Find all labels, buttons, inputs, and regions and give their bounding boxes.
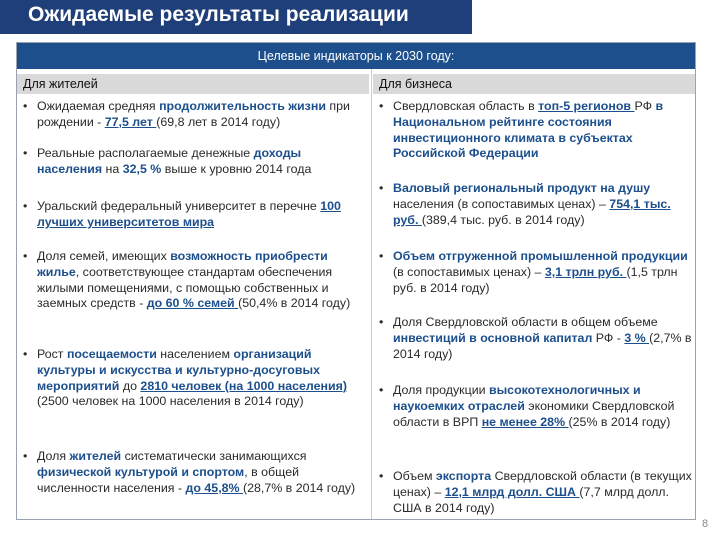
item-note: (2,7% в 2014 году) (393, 330, 692, 361)
item-text: Рост (37, 347, 67, 361)
list-item (379, 383, 693, 430)
item-text: РФ (634, 99, 656, 113)
item-text: населения (в сопоставимых ценах) – (393, 196, 610, 211)
item-text: Ожидаемая средняя (37, 99, 160, 113)
bullet-icon: • (23, 199, 28, 213)
list-item (379, 249, 693, 296)
bullet-icon: • (379, 181, 384, 195)
item-text: (в сопоставимых ценах) – (393, 264, 545, 279)
bullet-icon: • (23, 449, 28, 463)
item-text: Уральский федеральный университет в перечне (37, 199, 321, 213)
item-text: РФ - (592, 330, 625, 345)
item-text: Реальные располагаемые денежные (37, 146, 254, 160)
item-text: систематически занимающихся (121, 449, 307, 463)
item-text: на (102, 161, 123, 176)
list-item (23, 199, 369, 231)
list-item (23, 249, 369, 312)
item-text: до (119, 378, 141, 393)
bullet-icon: • (23, 347, 28, 361)
item-value: до 45,8% (185, 480, 243, 495)
item-value: до 60 % семей (146, 296, 239, 311)
item-text: Доля (37, 449, 70, 463)
item-value: топ-5 регионов (538, 99, 635, 113)
item-highlight: Объем отгруженной промышленной продукции (393, 249, 688, 263)
item-value: 2810 человек (на 1000 населения) (140, 378, 347, 393)
item-text: Свердловская область в (393, 99, 539, 113)
bullet-icon: • (379, 383, 384, 397)
page-title: Ожидаемые результаты реализации (28, 3, 409, 26)
column-header-business: Для бизнеса (373, 74, 695, 94)
indicators-table (16, 42, 696, 520)
item-highlight: физической культурой и спортом (37, 464, 245, 479)
column-header-residents: Для жителей (17, 74, 369, 94)
item-value: 77,5 лет (104, 114, 157, 129)
item-text: , в общей численности населения - (37, 464, 299, 495)
item-highlight: посещаемости (66, 347, 157, 361)
item-note: (69,8 лет в 2014 году) (156, 114, 281, 129)
item-value: не менее 28% (481, 414, 569, 429)
bullet-icon: • (23, 146, 28, 160)
item-note: (25% в 2014 году) (568, 414, 671, 429)
title-bar (0, 0, 720, 34)
bullet-icon: • (379, 249, 384, 263)
item-note: выше к уровню 2014 года (161, 161, 312, 176)
item-highlight: жителей (69, 449, 122, 463)
item-text: Доля семей, имеющих (37, 249, 171, 263)
item-highlight: инвестиций в основной капитал (393, 330, 593, 345)
bullet-icon: • (379, 315, 384, 329)
item-text: экономики Свердловской области в ВРП (393, 398, 675, 429)
item-note: (50,4% в 2014 году) (238, 296, 351, 311)
list-item (379, 181, 693, 228)
bullet-icon: • (23, 99, 28, 113)
list-item (379, 315, 693, 362)
item-text: Доля продукции (393, 383, 489, 397)
item-value: 12,1 млрд долл. США (444, 484, 580, 499)
item-text: Объем (393, 469, 436, 483)
item-text: населением (156, 347, 234, 361)
item-note: (7,7 млрд долл. США в 2014 году) (393, 484, 669, 515)
item-text: при рождении - (37, 99, 350, 129)
item-note: (1,5 трлн руб. в 2014 году) (393, 264, 678, 295)
column-divider (371, 69, 372, 519)
list-item (23, 99, 369, 131)
list-item (379, 99, 693, 162)
title-accent (0, 0, 12, 34)
item-text: Свердловской области (в текущих ценах) – (393, 469, 692, 499)
item-value: 3 % (624, 330, 650, 345)
item-text: , соответствующее стандартам обеспечения жилыми помещениями, с помощью собственных и заемных средств - (37, 264, 333, 311)
item-highlight: Валовый региональный продукт на душу (393, 181, 651, 195)
list-item (23, 449, 369, 496)
item-value: 3,1 трлн руб. (544, 264, 627, 279)
bullet-icon: • (379, 99, 384, 113)
list-item (379, 469, 693, 516)
item-note: (2500 человек на 1000 населения в 2014 году) (37, 394, 304, 409)
item-highlight: в Национальном рейтинге состояния инвестиционного климата в субъектах Российской Федерации (393, 99, 664, 161)
item-value: 754,1 тыс. руб. (393, 196, 671, 227)
item-highlight: высокотехнологичных и наукоемких отраслей (393, 383, 641, 413)
list-item (23, 146, 369, 178)
item-highlight: экспорта (435, 469, 492, 483)
item-highlight: продолжительность жизни (159, 99, 326, 113)
list-item (23, 347, 369, 410)
bullet-icon: • (23, 249, 28, 263)
item-text: Доля Свердловской области в общем объеме (393, 315, 658, 329)
item-value: 100 лучших университетов мира (37, 199, 341, 229)
item-highlight: организаций культуры и искусства и культурно-досуговых мероприятий (37, 347, 320, 393)
item-value: 32,5 % (122, 161, 162, 176)
bullet-icon: • (379, 469, 384, 483)
page-number: 8 (702, 518, 709, 530)
item-note: (389,4 тыс. руб. в 2014 году) (421, 212, 585, 227)
item-highlight: доходы населения (37, 146, 302, 176)
table-banner: Целевые индикаторы к 2030 году: (17, 43, 695, 69)
item-highlight: возможность приобрести жилье (37, 249, 328, 279)
item-note: (28,7% в 2014 году) (242, 480, 356, 495)
